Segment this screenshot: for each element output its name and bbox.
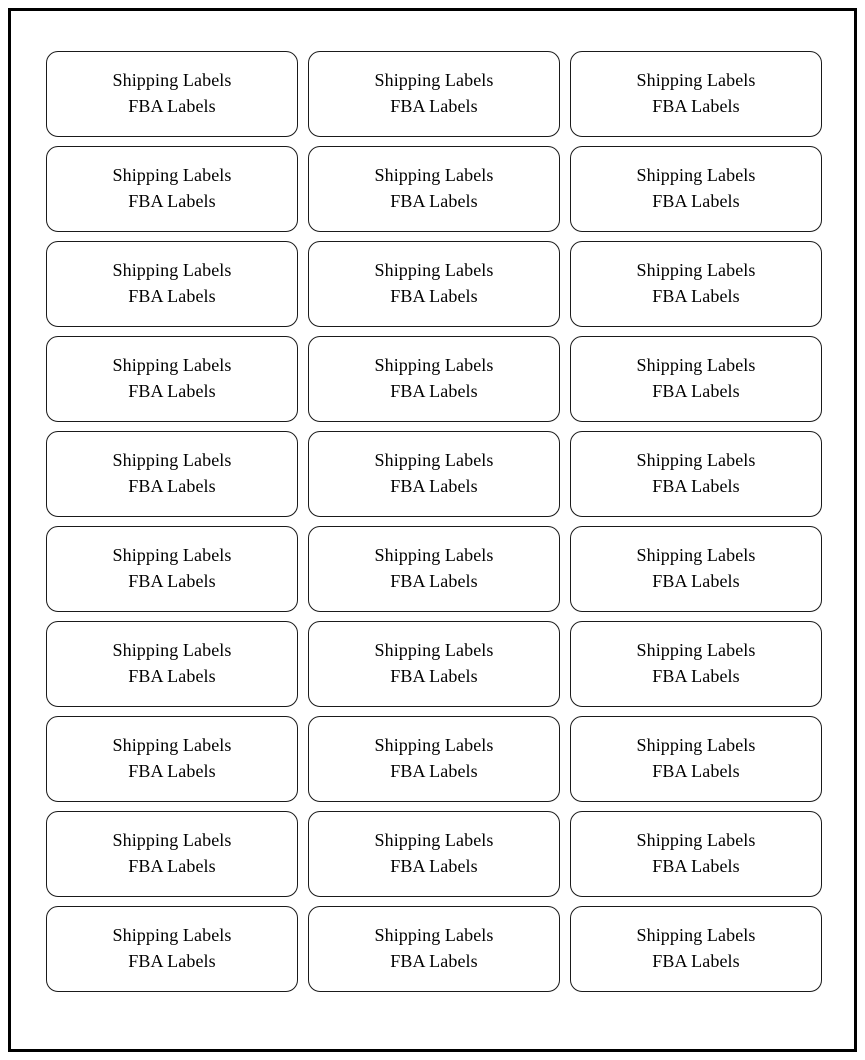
label-line-1: Shipping Labels bbox=[636, 450, 756, 471]
label-line-2: FBA Labels bbox=[652, 191, 740, 211]
label-line-1: Shipping Labels bbox=[636, 260, 756, 281]
label-line-2: FBA Labels bbox=[652, 476, 740, 496]
label-line-1: Shipping Labels bbox=[374, 450, 494, 471]
label-line-1: Shipping Labels bbox=[374, 925, 494, 946]
label-line-1: Shipping Labels bbox=[374, 640, 494, 661]
shipping-label[interactable] bbox=[46, 241, 298, 327]
label-line-1: Shipping Labels bbox=[374, 735, 494, 756]
shipping-label[interactable] bbox=[46, 51, 298, 137]
shipping-label[interactable] bbox=[46, 716, 298, 802]
shipping-label[interactable] bbox=[570, 716, 822, 802]
shipping-label[interactable] bbox=[308, 51, 560, 137]
shipping-label[interactable] bbox=[308, 906, 560, 992]
shipping-label[interactable] bbox=[308, 336, 560, 422]
label-line-1: Shipping Labels bbox=[374, 165, 494, 186]
label-line-2: FBA Labels bbox=[652, 761, 740, 781]
label-line-2: FBA Labels bbox=[390, 856, 478, 876]
label-line-2: FBA Labels bbox=[652, 951, 740, 971]
label-line-1: Shipping Labels bbox=[112, 830, 232, 851]
shipping-label[interactable] bbox=[570, 146, 822, 232]
label-line-2: FBA Labels bbox=[128, 571, 216, 591]
label-sheet bbox=[11, 11, 854, 1049]
label-line-1: Shipping Labels bbox=[374, 260, 494, 281]
label-line-2: FBA Labels bbox=[128, 96, 216, 116]
label-line-1: Shipping Labels bbox=[112, 545, 232, 566]
label-line-1: Shipping Labels bbox=[112, 450, 232, 471]
label-line-1: Shipping Labels bbox=[112, 640, 232, 661]
label-line-2: FBA Labels bbox=[128, 666, 216, 686]
shipping-label[interactable] bbox=[46, 621, 298, 707]
label-line-1: Shipping Labels bbox=[636, 355, 756, 376]
label-line-2: FBA Labels bbox=[390, 96, 478, 116]
label-line-1: Shipping Labels bbox=[374, 70, 494, 91]
label-line-1: Shipping Labels bbox=[636, 830, 756, 851]
label-line-2: FBA Labels bbox=[128, 191, 216, 211]
shipping-label[interactable] bbox=[570, 51, 822, 137]
label-line-2: FBA Labels bbox=[652, 96, 740, 116]
shipping-label[interactable] bbox=[46, 811, 298, 897]
shipping-label[interactable] bbox=[308, 526, 560, 612]
label-line-1: Shipping Labels bbox=[112, 70, 232, 91]
label-line-1: Shipping Labels bbox=[112, 260, 232, 281]
label-line-2: FBA Labels bbox=[652, 666, 740, 686]
shipping-label[interactable] bbox=[46, 336, 298, 422]
label-line-2: FBA Labels bbox=[652, 381, 740, 401]
shipping-label[interactable] bbox=[308, 431, 560, 517]
label-line-2: FBA Labels bbox=[390, 286, 478, 306]
label-line-1: Shipping Labels bbox=[636, 640, 756, 661]
label-line-2: FBA Labels bbox=[128, 476, 216, 496]
label-line-2: FBA Labels bbox=[128, 856, 216, 876]
label-line-1: Shipping Labels bbox=[374, 830, 494, 851]
label-line-2: FBA Labels bbox=[128, 286, 216, 306]
label-line-1: Shipping Labels bbox=[636, 70, 756, 91]
label-line-1: Shipping Labels bbox=[636, 925, 756, 946]
label-line-1: Shipping Labels bbox=[636, 165, 756, 186]
label-line-2: FBA Labels bbox=[390, 571, 478, 591]
shipping-label[interactable] bbox=[46, 146, 298, 232]
label-line-2: FBA Labels bbox=[652, 286, 740, 306]
shipping-label[interactable] bbox=[308, 146, 560, 232]
shipping-label[interactable] bbox=[570, 336, 822, 422]
label-line-2: FBA Labels bbox=[128, 381, 216, 401]
shipping-label[interactable] bbox=[308, 811, 560, 897]
label-line-2: FBA Labels bbox=[390, 381, 478, 401]
shipping-label[interactable] bbox=[308, 716, 560, 802]
shipping-label[interactable] bbox=[46, 906, 298, 992]
label-line-2: FBA Labels bbox=[390, 191, 478, 211]
shipping-label[interactable] bbox=[570, 241, 822, 327]
shipping-label[interactable] bbox=[570, 621, 822, 707]
label-line-2: FBA Labels bbox=[128, 761, 216, 781]
label-line-1: Shipping Labels bbox=[112, 165, 232, 186]
label-line-1: Shipping Labels bbox=[636, 545, 756, 566]
label-line-2: FBA Labels bbox=[390, 951, 478, 971]
label-line-2: FBA Labels bbox=[390, 476, 478, 496]
label-line-1: Shipping Labels bbox=[374, 355, 494, 376]
label-line-2: FBA Labels bbox=[390, 761, 478, 781]
shipping-label[interactable] bbox=[46, 431, 298, 517]
label-grid bbox=[46, 51, 821, 992]
label-line-1: Shipping Labels bbox=[112, 925, 232, 946]
shipping-label[interactable] bbox=[570, 526, 822, 612]
shipping-label[interactable] bbox=[308, 241, 560, 327]
label-line-2: FBA Labels bbox=[128, 951, 216, 971]
label-line-2: FBA Labels bbox=[652, 571, 740, 591]
shipping-label[interactable] bbox=[46, 526, 298, 612]
label-line-1: Shipping Labels bbox=[112, 355, 232, 376]
shipping-label[interactable] bbox=[308, 621, 560, 707]
label-line-2: FBA Labels bbox=[652, 856, 740, 876]
shipping-label[interactable] bbox=[570, 431, 822, 517]
label-line-1: Shipping Labels bbox=[112, 735, 232, 756]
label-line-2: FBA Labels bbox=[390, 666, 478, 686]
label-line-1: Shipping Labels bbox=[636, 735, 756, 756]
shipping-label[interactable] bbox=[570, 811, 822, 897]
shipping-label[interactable] bbox=[570, 906, 822, 992]
page-border bbox=[8, 8, 857, 1052]
label-line-1: Shipping Labels bbox=[374, 545, 494, 566]
